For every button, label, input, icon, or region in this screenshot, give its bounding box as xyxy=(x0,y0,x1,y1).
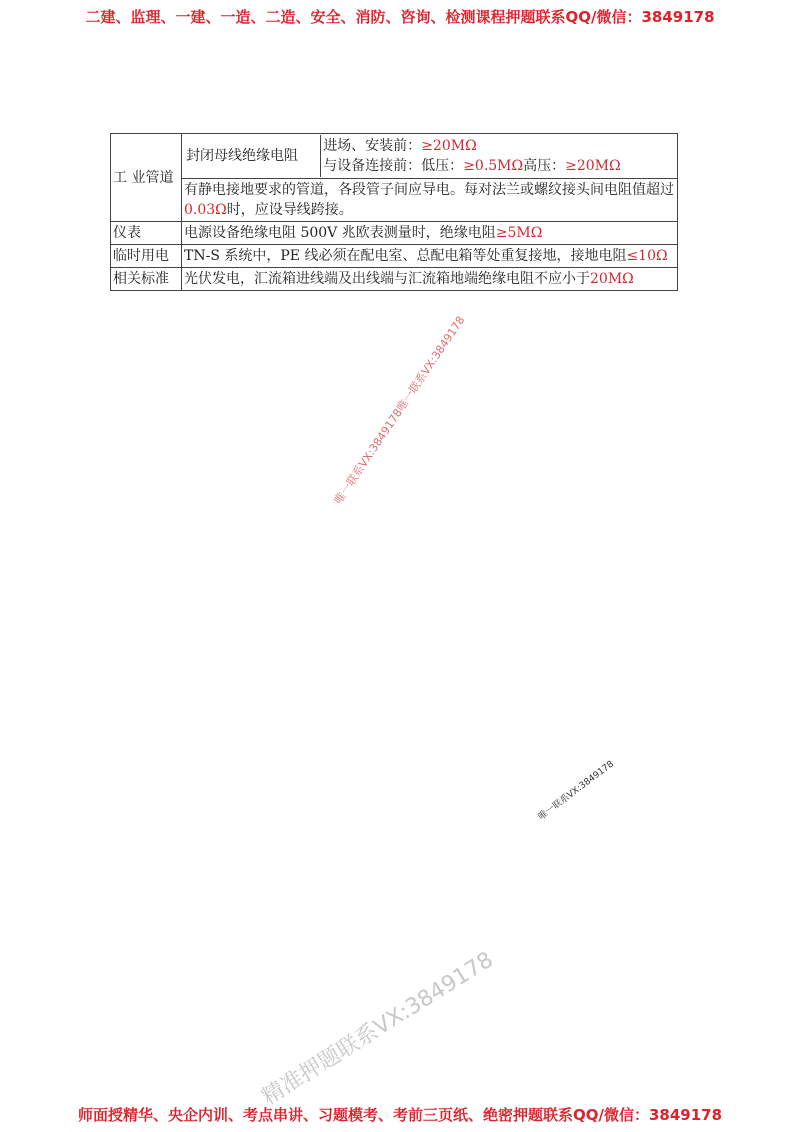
temporary-cell xyxy=(182,245,678,268)
temporary-value: ≤10Ω xyxy=(626,248,668,264)
busbar-before-text: 进场、安装前： xyxy=(323,138,422,154)
standard-text: 光伏发电，汇流箱进线端及出线端与汇流箱地端绝缘电阻不应小于 xyxy=(184,271,590,287)
busbar-connect-text: 与设备连接前：低压： xyxy=(323,158,464,174)
footer-banner: 师面授精华、央企内训、考点串讲、习题模考、考前三页纸、绝密押题联系QQ/微信：3849178 xyxy=(77,1106,723,1124)
watermark-small: 唯一联系VX:3849178 xyxy=(536,759,616,823)
table-row-industrial-pipe xyxy=(111,179,678,222)
standard-cell xyxy=(182,268,678,291)
table-row-temporary xyxy=(111,245,678,268)
busbar-before-value: ≥20MΩ xyxy=(421,138,477,154)
category-industrial: 工 业管道 xyxy=(111,134,182,222)
busbar-cell xyxy=(182,134,678,179)
standard-value: 20MΩ xyxy=(590,271,634,287)
pipe-text-end: 时，应设导线跨接。 xyxy=(226,202,353,218)
header-banner: 二建、监理、一建、一造、二造、安全、消防、咨询、检测课程押题联系QQ/微信：3849178 xyxy=(85,8,715,26)
instrument-value: ≥5MΩ xyxy=(495,225,543,241)
busbar-high-text: 高压： xyxy=(523,158,566,174)
category-standard: 相关标准 xyxy=(111,268,182,291)
busbar-high-value: ≥20MΩ xyxy=(565,158,621,174)
category-temporary: 临时用电 xyxy=(111,245,182,268)
watermark-red: 唯一联系VX:3849178唯一联系VX:3849178 xyxy=(331,313,468,507)
watermark-gray: 精准押题联系VX:3849178 xyxy=(257,947,498,1111)
pipe-cell xyxy=(182,179,678,222)
instrument-text: 电源设备绝缘电阻 500V 兆欧表测量时，绝缘电阻 xyxy=(184,225,496,241)
busbar-label: 封闭母线绝缘电阻 xyxy=(184,135,321,177)
pipe-value: 0.03Ω xyxy=(184,202,227,218)
spec-table xyxy=(110,133,678,291)
busbar-before-line xyxy=(323,136,673,156)
temporary-text: TN-S 系统中，PE 线必须在配电室、总配电箱等处重复接地，接地电阻 xyxy=(184,248,627,264)
busbar-connect-line xyxy=(323,156,673,176)
table-row-industrial-busbar xyxy=(111,134,678,179)
instrument-cell xyxy=(182,222,678,245)
category-instrument: 仪表 xyxy=(111,222,182,245)
pipe-text: 有静电接地要求的管道，各段管子间应导电。每对法兰或螺纹接头间电阻值超过 xyxy=(184,182,674,198)
table-row-standard xyxy=(111,268,678,291)
busbar-low-value: ≥0.5MΩ xyxy=(463,158,524,174)
busbar-inner-table xyxy=(184,135,675,177)
busbar-requirements xyxy=(321,135,675,177)
table-row-instrument xyxy=(111,222,678,245)
